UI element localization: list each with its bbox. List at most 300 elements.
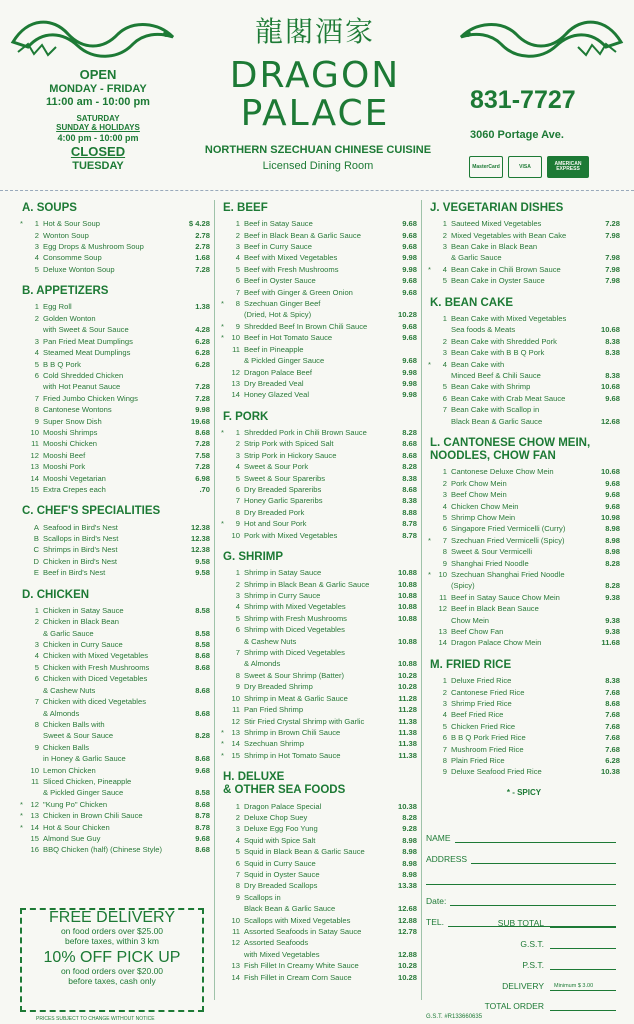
item-price: 7.98: [605, 253, 620, 263]
menu-item: [428, 347, 620, 358]
item-name: Shredded Pork in Chili Brown Sauce: [244, 427, 367, 437]
menu-item: [428, 230, 620, 241]
item-number: 3: [235, 450, 240, 460]
item-name: Assorted Seafoods in Satay Sauce: [244, 927, 362, 937]
item-name: Consomme Soup: [43, 253, 102, 263]
item-name: Squid in Curry Sauce: [244, 858, 316, 868]
item-name: Bean Cake with Crab Meat Sauce: [451, 393, 566, 403]
item-price: 8.28: [605, 558, 620, 568]
section-heading: G. SHRIMP: [223, 551, 284, 563]
item-name: Assorted Seafoods with Mixed Vegetables: [244, 938, 320, 959]
item-name: Mooshi Chicken: [43, 439, 98, 449]
menu-item: [20, 473, 210, 484]
item-price: 8.68: [195, 685, 210, 695]
menu-item: [428, 755, 620, 766]
section-heading: M. FRIED RICE: [430, 658, 512, 671]
open-label: OPEN: [79, 67, 117, 82]
item-name: Steamed Meat Dumplings: [43, 348, 131, 358]
item-price: 7.58: [195, 450, 210, 460]
item-name: Bean Cake with Minced Beef & Chili Sauce: [451, 359, 541, 380]
restaurant-name-line2: PALACE: [240, 93, 390, 134]
menu-item: [428, 569, 620, 592]
item-name: Mooshi Pork: [43, 462, 86, 472]
item-name: Pan Fried Meat Dumplings: [43, 336, 133, 346]
item-price: 10.88: [397, 579, 417, 589]
menu-item: [428, 558, 620, 569]
menu-item: [20, 605, 210, 616]
item-number: 3: [442, 348, 447, 358]
spicy-marker: *: [221, 333, 224, 343]
menu-item: [428, 241, 620, 264]
item-price: 8.98: [605, 524, 620, 534]
item-name: Deluxe Wonton Soup: [43, 264, 115, 274]
item-price: 6.98: [195, 473, 210, 483]
item-name: Chicken in Curry Sauce: [43, 640, 123, 650]
item-number: 11: [439, 592, 447, 602]
item-price: 9.98: [195, 405, 210, 415]
item-number: 14: [438, 638, 447, 648]
menu-item: [428, 264, 620, 275]
item-price: 12.38: [190, 534, 210, 543]
item-price: 7.68: [605, 710, 620, 720]
item-price: 11.28: [398, 705, 417, 715]
item-number: 6: [442, 733, 447, 743]
item-number: 14: [30, 822, 39, 832]
item-name: Cantonese Wontons: [43, 405, 112, 415]
item-name: Sliced Chicken, Pineapple & Pickled Ginger Sauce: [43, 776, 132, 798]
pst-field[interactable]: [550, 969, 616, 970]
total-field[interactable]: [550, 1010, 616, 1011]
item-price: 9.68: [195, 833, 210, 843]
item-name: Bean Cake with Mixed Vegetables Sea foods & Meats: [451, 313, 567, 335]
menu-item: [428, 626, 620, 637]
section-heading: C. CHEF'S SPECIALITIES: [22, 505, 161, 518]
item-price: 10.28: [397, 670, 417, 680]
gst-number: G.S.T. #R133660635: [426, 1014, 483, 1020]
menu-item: [20, 822, 210, 833]
licensed-label: Licensed Dining Room: [262, 160, 374, 172]
menu-item: [221, 801, 417, 812]
item-name: Scallops with Mixed Vegetables: [244, 915, 351, 925]
item-price: 8.58: [195, 788, 210, 798]
item-price: 10.88: [397, 613, 417, 623]
item-price: 8.38: [605, 676, 620, 686]
menu-column-1: [20, 200, 210, 866]
menu-item: [428, 381, 620, 392]
name-label: NAME: [426, 833, 451, 843]
item-name: Mushroom Fried Rice: [451, 744, 524, 754]
item-number: 4: [442, 501, 447, 511]
item-name: Beef in Bird's Nest: [43, 568, 106, 578]
menu-item: [221, 507, 417, 518]
item-price: 6.28: [605, 755, 620, 765]
item-price: 12.88: [397, 949, 417, 959]
item-number: 13: [231, 727, 240, 737]
pickup-discount-title: 10% OFF PICK UP: [43, 949, 181, 967]
item-name: Dry Breaded Scallops: [244, 881, 318, 891]
pst-row[interactable]: [426, 960, 616, 970]
menu-item: [221, 461, 417, 472]
menu-item: [221, 590, 417, 601]
item-price: 9.68: [195, 765, 210, 775]
item-price: 8.68: [195, 845, 210, 855]
item-number: 10: [30, 765, 39, 775]
item-number: B: [33, 534, 39, 543]
item-name: Cantonese Deluxe Chow Mein: [451, 467, 554, 477]
item-name: Dragon Palace Chow Mein: [451, 638, 542, 648]
delivery-row[interactable]: [426, 981, 616, 991]
menu-item: [221, 624, 417, 647]
item-price: 10.88: [397, 636, 417, 646]
item-name: Sweet & Sour Spareribs: [244, 473, 326, 483]
name-row[interactable]: [426, 822, 616, 843]
item-number: 4: [442, 710, 447, 720]
item-name: Sweet & Sour Shrimp (Batter): [244, 670, 345, 680]
menu-item: [221, 241, 417, 252]
item-price: 12.68: [600, 416, 620, 426]
item-name: Bean Cake with B B Q Pork: [451, 348, 545, 358]
free-delivery-condition: on food orders over $25.00: [60, 925, 164, 936]
item-number: 6: [34, 370, 39, 380]
item-name: Chicken Chow Mein: [451, 501, 519, 511]
spicy-marker: *: [221, 321, 224, 331]
item-price: 11.38: [398, 750, 417, 760]
item-number: 8: [34, 405, 39, 415]
menu-item: [428, 766, 620, 777]
item-name: Sauteed Mixed Vegetables: [451, 219, 542, 229]
menu-item: [20, 765, 210, 776]
menu-item: [20, 696, 210, 719]
menu-item: [221, 287, 417, 298]
column-divider: [421, 200, 422, 1000]
menu-item: [428, 592, 620, 603]
item-number: 11: [31, 439, 39, 449]
dragon-right-icon: [456, 12, 626, 67]
item-price: 1.68: [195, 253, 210, 263]
menu-item: [20, 484, 210, 495]
item-number: 2: [34, 617, 39, 627]
item-number: 11: [232, 705, 240, 715]
closed-day: TUESDAY: [72, 159, 124, 172]
item-number: 6: [235, 484, 240, 494]
item-name: Beef in Black Bean Sauce Chow Mein: [451, 604, 539, 625]
menu-item: [221, 264, 417, 275]
item-name: Fish Fillet In Creamy White Sauce: [244, 961, 359, 971]
menu-item: [221, 567, 417, 578]
item-price: 9.98: [402, 264, 417, 274]
item-number: 5: [442, 382, 447, 392]
menu-item: [221, 823, 417, 834]
date-field[interactable]: [450, 904, 616, 906]
item-price: 12.38: [190, 545, 210, 555]
item-number: 9: [235, 892, 240, 902]
delivery-minimum: Minimum $ 3.00: [554, 983, 594, 989]
item-number: 13: [30, 462, 39, 472]
item-price: 9.58: [195, 568, 210, 578]
menu-item: [221, 344, 417, 367]
item-number: 14: [30, 473, 39, 483]
closed-label: CLOSED: [70, 143, 126, 159]
spicy-marker: *: [20, 811, 23, 821]
menu-item: [221, 972, 417, 983]
spicy-marker: *: [428, 570, 431, 580]
item-name: Super Snow Dish: [43, 416, 102, 426]
item-price: 8.68: [402, 439, 417, 449]
item-number: 2: [442, 687, 447, 697]
menu-item: [428, 218, 620, 229]
item-number: 1: [34, 605, 39, 615]
item-name: Chicken in Black Bean & Garlic Sauce: [43, 617, 119, 638]
weekend-hours: 4:00 pm - 10:00 pm: [57, 132, 139, 143]
section-heading: B. APPETIZERS: [22, 285, 109, 298]
section-fried-rice: [428, 659, 620, 778]
item-price: 10.28: [397, 961, 417, 971]
item-number: 3: [235, 824, 240, 834]
item-number: 5: [235, 847, 240, 857]
item-name: Cantonese Fried Rice: [451, 687, 525, 697]
menu-item: [428, 721, 620, 732]
item-number: 3: [235, 242, 240, 252]
item-price: $ 4.28: [188, 219, 210, 229]
menu-item: [20, 241, 210, 252]
item-price: 9.28: [402, 824, 417, 834]
item-number: 6: [235, 625, 240, 635]
menu-item: [428, 512, 620, 523]
item-name: Dry Breaded Veal: [244, 378, 304, 388]
spicy-marker: *: [221, 727, 224, 737]
item-price: 9.68: [402, 333, 417, 343]
section-heading: L. CANTONESE CHOW MEIN, NOODLES, CHOW FAN: [430, 436, 591, 463]
item-number: 4: [235, 835, 240, 845]
spicy-marker: *: [428, 359, 431, 369]
item-price: 8.58: [195, 640, 210, 650]
item-name: Beef Chow Mein: [451, 490, 507, 500]
menu-item: [428, 523, 620, 534]
item-price: 9.98: [402, 378, 417, 388]
address-field[interactable]: [471, 862, 616, 864]
item-price: 11.68: [601, 638, 620, 648]
item-name: Beef Chow Fan: [451, 627, 504, 637]
item-name: Beef with Fresh Mushrooms: [244, 264, 339, 274]
item-price: 7.28: [195, 393, 210, 403]
item-price: 13.38: [397, 881, 417, 891]
item-name: Extra Crepes each: [43, 484, 106, 494]
item-name: Strip Pork with Spiced Salt: [244, 439, 334, 449]
item-price: 9.68: [402, 276, 417, 286]
item-number: 2: [235, 230, 240, 240]
item-number: 3: [34, 336, 39, 346]
item-number: 4: [442, 359, 447, 369]
item-price: 4.28: [195, 325, 210, 335]
item-number: 14: [231, 739, 240, 749]
hours-block: [18, 68, 178, 173]
menu-item: [20, 301, 210, 312]
item-number: 4: [235, 253, 240, 263]
item-price: 10.38: [397, 801, 417, 811]
menu-item: [20, 650, 210, 661]
chinese-name: 龍閣酒家: [254, 15, 375, 48]
item-name: Stir Fried Crystal Shrimp with Garlic: [244, 716, 365, 726]
item-price: 10.28: [397, 310, 417, 320]
menu-item: [221, 367, 417, 378]
menu-item: [20, 522, 210, 533]
item-number: 5: [442, 721, 447, 731]
item-name: Pork Chow Mein: [451, 478, 507, 488]
menu-item: [221, 601, 417, 612]
menu-item: [221, 716, 417, 727]
gst-label: G.S.T.: [520, 939, 544, 949]
menu-item: [428, 501, 620, 512]
item-number: 13: [30, 811, 39, 821]
menu-item: [428, 359, 620, 382]
item-number: 15: [30, 484, 39, 494]
item-price: 8.78: [195, 811, 210, 821]
item-price: 9.98: [402, 367, 417, 377]
menu-item: [20, 461, 210, 472]
item-name: Egg Roll: [43, 302, 72, 312]
item-number: 1: [442, 467, 447, 477]
section-shrimp: [221, 551, 417, 761]
item-number: 15: [30, 833, 39, 843]
item-number: E: [33, 568, 39, 578]
item-number: 7: [442, 535, 447, 545]
spicy-marker: *: [20, 219, 23, 229]
menu-item: [20, 567, 210, 578]
item-name: Bean Cake with Shredded Pork: [451, 336, 557, 346]
item-price: 8.68: [195, 708, 210, 718]
item-number: 1: [34, 219, 39, 229]
item-number: 10: [231, 915, 240, 925]
menu-item: [221, 750, 417, 761]
item-price: 7.98: [605, 264, 620, 274]
gst-row[interactable]: [426, 939, 616, 949]
item-price: 9.68: [605, 393, 620, 403]
spicy-marker: *: [428, 535, 431, 545]
menu-item: [20, 416, 210, 427]
item-number: 12: [438, 604, 447, 614]
item-name: Plain Fried Rice: [451, 755, 505, 765]
item-number: 3: [235, 591, 240, 601]
amex-icon: AMERICAN EXPRESS: [547, 156, 589, 178]
menu-item: [221, 218, 417, 229]
item-price: 12.88: [397, 915, 417, 925]
item-price: 2.78: [195, 242, 210, 252]
item-name: Cold Shredded Chicken with Hot Peanut Sauce: [43, 370, 124, 392]
visa-icon: VISA: [508, 156, 542, 178]
item-name: Shrimp with Mixed Vegetables: [244, 602, 346, 612]
item-number: 10: [231, 693, 240, 703]
item-price: 9.68: [605, 478, 620, 488]
item-price: 8.38: [605, 370, 620, 380]
item-number: 8: [235, 299, 240, 309]
item-number: 11: [232, 927, 240, 937]
item-price: 8.38: [402, 496, 417, 506]
item-number: 5: [34, 662, 39, 672]
item-price: 8.78: [195, 822, 210, 832]
item-number: 3: [442, 242, 447, 252]
item-name: Shrimp in Meat & Garlic Sauce: [244, 693, 348, 703]
item-price: 10.68: [600, 467, 620, 477]
menu-item: [20, 616, 210, 639]
menu-item: [221, 298, 417, 321]
subtotal-field[interactable]: [550, 927, 616, 928]
item-name: Dry Breaded Spareribs: [244, 484, 322, 494]
item-name: Chicken with Diced Vegetables & Cashew Nuts: [43, 674, 148, 695]
item-price: 8.98: [605, 547, 620, 557]
item-number: 1: [235, 568, 240, 578]
item-price: 8.68: [402, 450, 417, 460]
item-name: Mooshi Beef: [43, 450, 86, 460]
phone-number[interactable]: 831-7727: [470, 86, 576, 114]
date-row[interactable]: [426, 885, 616, 906]
item-name: BBQ Chicken (half) (Chinese Style): [43, 845, 163, 855]
item-price: 8.88: [402, 507, 417, 517]
item-number: 5: [235, 264, 240, 274]
item-price: 8.98: [402, 858, 417, 868]
item-price: 10.68: [600, 382, 620, 392]
address-field-2[interactable]: [426, 883, 616, 885]
item-name: Beef Fried Rice: [451, 710, 504, 720]
item-number: 9: [442, 558, 447, 568]
item-number: 4: [235, 602, 240, 612]
item-price: 10.88: [397, 602, 417, 612]
item-price: 12.78: [397, 927, 417, 937]
item-number: 4: [34, 253, 39, 263]
item-number: 5: [442, 513, 447, 522]
item-name: Pork with Mixed Vegetables: [244, 530, 338, 540]
item-number: 7: [34, 697, 39, 707]
item-price: 9.38: [605, 627, 620, 637]
name-field[interactable]: [455, 841, 616, 843]
item-number: D: [33, 556, 39, 566]
section-chefs-specialities: [20, 505, 210, 578]
item-price: 10.88: [397, 591, 417, 601]
item-price: 7.68: [605, 721, 620, 731]
item-number: 6: [235, 858, 240, 868]
delivery-field[interactable]: [550, 983, 616, 991]
item-number: 14: [231, 390, 240, 400]
total-row[interactable]: [426, 1001, 616, 1011]
menu-item: [20, 844, 210, 855]
item-name: Singapore Fried Vermicelli (Curry): [451, 524, 566, 534]
item-price: 9.38: [605, 592, 620, 602]
menu-item: [20, 427, 210, 438]
address-row-2[interactable]: [426, 864, 616, 885]
gst-field[interactable]: [550, 948, 616, 949]
item-name: Honey Garlic Spareribs: [244, 496, 323, 506]
item-number: C: [33, 545, 39, 555]
subtotal-row[interactable]: [426, 918, 616, 928]
item-number: A: [33, 522, 39, 532]
item-price: 8.38: [605, 348, 620, 358]
item-number: 2: [235, 439, 240, 449]
menu-item: [20, 662, 210, 673]
address-row[interactable]: [426, 843, 616, 864]
section-heading: J. VEGETARIAN DISHES: [430, 202, 564, 214]
menu-item: [221, 389, 417, 400]
menu-item: [221, 332, 417, 343]
item-name: Shrimp in Curry Sauce: [244, 591, 321, 601]
pickup-note: before taxes, cash only: [68, 975, 156, 986]
item-name: Almond Sue Guy: [43, 833, 101, 843]
item-name: Squid in Black Bean & Garlic Sauce: [244, 847, 365, 857]
item-number: 6: [442, 524, 447, 534]
item-number: 7: [442, 744, 447, 754]
menu-item: [221, 960, 417, 971]
item-price: 10.68: [600, 325, 620, 335]
item-price: 8.38: [402, 473, 417, 483]
menu-item: [20, 336, 210, 347]
